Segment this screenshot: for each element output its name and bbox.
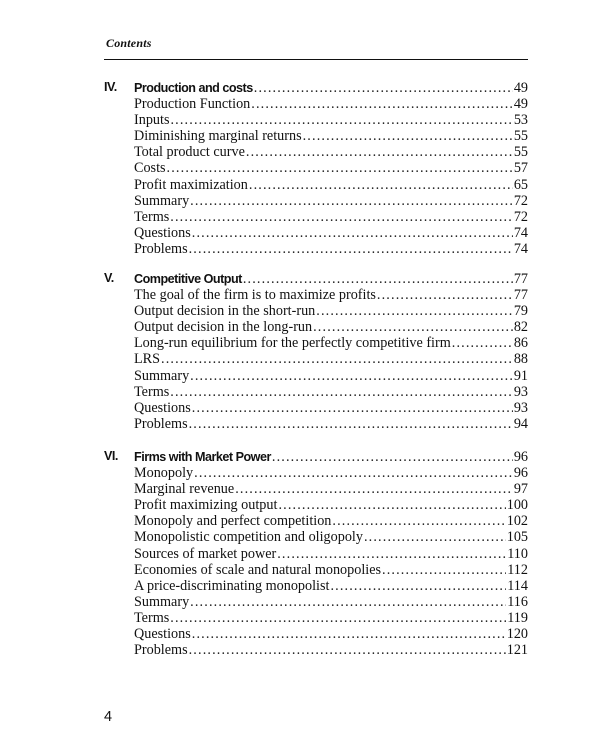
dot-leader xyxy=(377,287,513,304)
entry-label: The goal of the firm is to maximize profits xyxy=(134,287,376,304)
dot-leader xyxy=(277,546,506,563)
page-number: 93 xyxy=(513,399,528,416)
toc-entry[interactable] xyxy=(104,225,528,241)
dot-leader xyxy=(332,513,505,530)
toc-chapter-heading[interactable] xyxy=(104,80,528,96)
page-number: 86 xyxy=(513,335,528,352)
entry-label: Terms xyxy=(134,383,170,400)
chapter-numeral: VI. xyxy=(104,449,118,463)
dot-leader xyxy=(190,193,513,210)
toc-entry[interactable] xyxy=(104,481,528,497)
page-number: 121 xyxy=(506,642,528,659)
entry-label: Output decision in the short-run xyxy=(134,303,316,320)
page-number: 93 xyxy=(513,383,528,400)
dot-leader xyxy=(189,416,513,433)
page-folio: 4 xyxy=(104,709,113,725)
chapter-numeral: IV. xyxy=(104,80,117,94)
dot-leader xyxy=(192,626,506,643)
dot-leader xyxy=(382,562,506,579)
dot-leader xyxy=(249,177,513,194)
dot-leader xyxy=(170,112,512,129)
toc-entry[interactable] xyxy=(104,209,528,225)
toc-entry[interactable] xyxy=(104,416,528,432)
page-number: 91 xyxy=(513,367,528,384)
page-number: 53 xyxy=(513,112,528,129)
entry-label: Sources of market power xyxy=(134,545,277,562)
header-rule xyxy=(104,59,528,60)
entry-label: Profit maximization xyxy=(134,176,248,193)
running-head: Contents xyxy=(106,36,152,50)
entry-label: Monopoly xyxy=(134,465,194,482)
entry-label: Questions xyxy=(134,626,191,643)
toc-entry[interactable] xyxy=(104,303,528,319)
dot-leader xyxy=(330,578,506,595)
entry-label: Marginal revenue xyxy=(134,481,235,498)
toc-entry[interactable] xyxy=(104,626,528,642)
toc-entry[interactable] xyxy=(104,287,528,303)
toc-entry[interactable] xyxy=(104,144,528,160)
toc-entry[interactable] xyxy=(104,384,528,400)
toc-section-vi xyxy=(104,449,528,658)
page-number: 57 xyxy=(513,160,528,177)
dot-leader xyxy=(170,209,513,226)
page-number: 119 xyxy=(507,609,528,626)
toc-entry[interactable] xyxy=(104,465,528,481)
dot-leader xyxy=(167,160,513,177)
page-number: 82 xyxy=(513,319,528,336)
toc-entry[interactable] xyxy=(104,562,528,578)
entry-label: Summary xyxy=(134,192,190,209)
toc-entry[interactable] xyxy=(104,160,528,176)
page-number: 74 xyxy=(513,224,528,241)
entry-label: Total product curve xyxy=(134,144,245,161)
entry-label: Production Function xyxy=(134,96,251,113)
dot-leader xyxy=(189,642,506,659)
page-number: 88 xyxy=(513,351,528,368)
dot-leader xyxy=(272,449,513,466)
entry-label: Problems xyxy=(134,642,188,659)
toc-entry[interactable] xyxy=(104,513,528,529)
toc-entry[interactable] xyxy=(104,335,528,351)
dot-leader xyxy=(235,481,513,498)
dot-leader xyxy=(251,96,513,113)
dot-leader xyxy=(192,225,513,242)
entry-label: Questions xyxy=(134,399,191,416)
dot-leader xyxy=(170,610,506,627)
page-number: 96 xyxy=(513,449,528,465)
dot-leader xyxy=(246,144,513,161)
page-number: 77 xyxy=(513,287,528,304)
dot-leader xyxy=(452,335,513,352)
entry-label: Diminishing marginal returns xyxy=(134,128,302,145)
entry-label: Output decision in the long-run xyxy=(134,319,313,336)
toc-entry[interactable] xyxy=(104,177,528,193)
page-number: 96 xyxy=(513,465,528,482)
toc-entry[interactable] xyxy=(104,400,528,416)
page-number: 105 xyxy=(506,529,528,546)
dot-leader xyxy=(194,465,513,482)
chapter-numeral: V. xyxy=(104,271,114,285)
page-number: 100 xyxy=(506,497,528,514)
toc-section-iv xyxy=(104,80,528,257)
entry-label: Problems xyxy=(134,415,188,432)
entry-label: A price-discriminating monopolist xyxy=(134,577,330,594)
page-number: 77 xyxy=(513,271,528,287)
entry-label: Terms xyxy=(134,609,170,626)
dot-leader xyxy=(316,303,513,320)
entry-label: Economies of scale and natural monopolies xyxy=(134,561,382,578)
toc-entry[interactable] xyxy=(104,578,528,594)
chapter-title: Firms with Market Power xyxy=(134,450,271,464)
entry-label: Monopoly and perfect competition xyxy=(134,513,332,530)
entry-label: Summary xyxy=(134,593,190,610)
entry-label: Inputs xyxy=(134,112,170,129)
dot-leader xyxy=(364,529,506,546)
page-number: 79 xyxy=(513,303,528,320)
entry-label: Problems xyxy=(134,240,188,257)
toc-entry[interactable] xyxy=(104,193,528,209)
toc-entry[interactable] xyxy=(104,128,528,144)
toc-section-v xyxy=(104,271,528,432)
toc-entry[interactable] xyxy=(104,96,528,112)
entry-label: Monopolistic competition and oligopoly xyxy=(134,529,363,546)
page-number: 72 xyxy=(513,208,528,225)
page-number: 120 xyxy=(506,626,528,643)
entry-label: Long-run equilibrium for the perfectly competitive firm xyxy=(134,335,451,352)
toc-entry[interactable] xyxy=(104,351,528,367)
dot-leader xyxy=(303,128,513,145)
dot-leader xyxy=(189,241,513,258)
page-number: 114 xyxy=(507,577,528,594)
page-number: 116 xyxy=(507,593,528,610)
toc-entry[interactable] xyxy=(104,241,528,257)
entry-label: Costs xyxy=(134,160,166,177)
toc-entry[interactable] xyxy=(104,319,528,335)
toc-entry[interactable] xyxy=(104,642,528,658)
dot-leader xyxy=(190,368,513,385)
dot-leader xyxy=(192,400,513,417)
chapter-title: Production and costs xyxy=(134,81,253,95)
page-number: 102 xyxy=(506,513,528,530)
page-number: 55 xyxy=(513,128,528,145)
dot-leader xyxy=(313,319,513,336)
toc-entry[interactable] xyxy=(104,529,528,545)
page-number: 72 xyxy=(513,192,528,209)
toc-entry[interactable] xyxy=(104,497,528,513)
dot-leader xyxy=(254,80,513,97)
entry-label: Profit maximizing output xyxy=(134,497,278,514)
dot-leader xyxy=(243,271,513,288)
dot-leader xyxy=(190,594,506,611)
page-number: 55 xyxy=(513,144,528,161)
toc-entry[interactable] xyxy=(104,546,528,562)
toc-entry[interactable] xyxy=(104,368,528,384)
dot-leader xyxy=(161,351,513,368)
entry-label: LRS xyxy=(134,351,161,368)
page-number: 65 xyxy=(513,176,528,193)
chapter-title: Competitive Output xyxy=(134,272,242,286)
page-number: 94 xyxy=(513,415,528,432)
page-number: 110 xyxy=(507,545,528,562)
toc-entry[interactable] xyxy=(104,610,528,626)
toc-entry[interactable] xyxy=(104,112,528,128)
dot-leader xyxy=(170,384,513,401)
entry-label: Terms xyxy=(134,208,170,225)
page-number: 112 xyxy=(507,561,528,578)
page-number: 49 xyxy=(513,80,528,96)
entry-label: Questions xyxy=(134,224,191,241)
page-number: 49 xyxy=(513,96,528,113)
page-number: 97 xyxy=(513,481,528,498)
page-number: 74 xyxy=(513,240,528,257)
dot-leader xyxy=(278,497,505,514)
toc-chapter-heading[interactable] xyxy=(104,449,528,465)
toc-chapter-heading[interactable] xyxy=(104,271,528,287)
entry-label: Summary xyxy=(134,367,190,384)
toc-entry[interactable] xyxy=(104,594,528,610)
